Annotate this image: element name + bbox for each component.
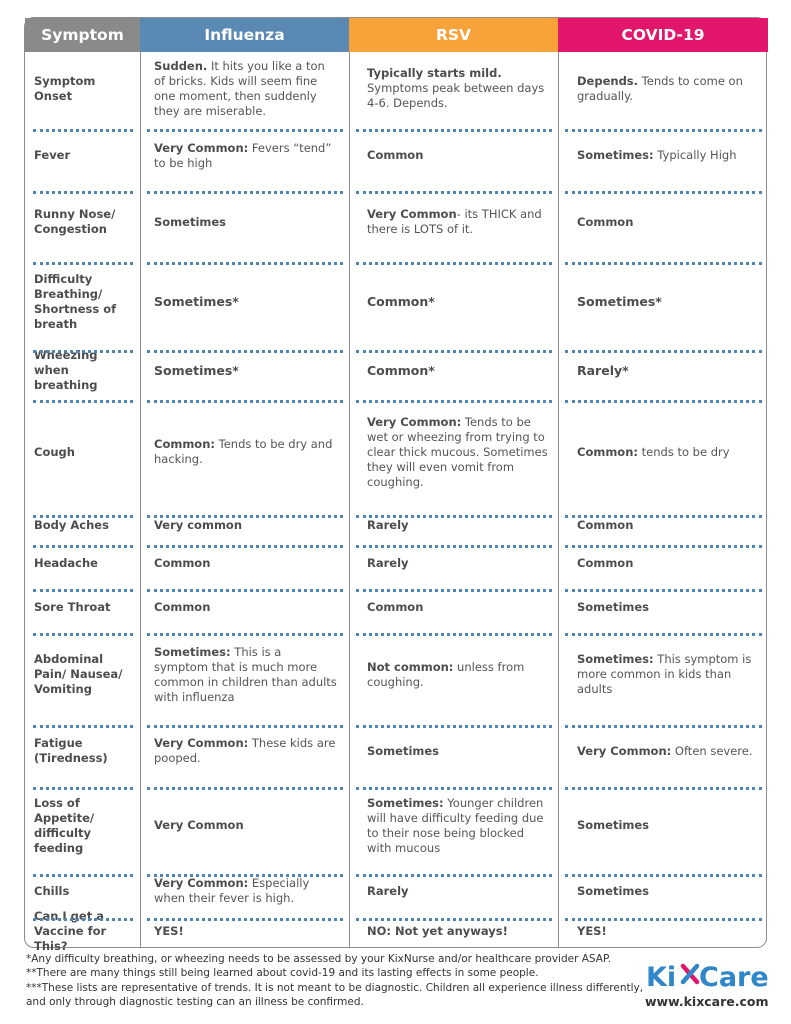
row-divider: [356, 191, 552, 194]
header-covid-19: COVID-19: [558, 18, 768, 52]
row-divider: [356, 633, 552, 636]
emphasis-text: Very Common:: [154, 736, 249, 750]
row-divider: [33, 874, 133, 877]
symptom-label: Fever: [34, 148, 71, 162]
row-divider: [565, 787, 762, 790]
emphasis-text: Sometimes*: [154, 362, 239, 378]
emphasis-text: Rarely: [367, 517, 409, 532]
row-divider: [33, 787, 133, 790]
flu-cell: [140, 52, 349, 125]
row-divider: [356, 725, 552, 728]
row-divider: [147, 787, 343, 790]
rsv-cell: [349, 52, 558, 125]
table-row: [25, 125, 768, 186]
row-divider: [356, 262, 552, 265]
flu-cell: [140, 720, 349, 782]
symptom-label: Abdominal Pain/ Nausea/ Vomiting: [34, 652, 123, 696]
row-divider: [356, 400, 552, 403]
detail-text: These kids are pooped.: [154, 736, 336, 765]
detail-text: unless from coughing.: [367, 659, 525, 689]
detail-text: This symptom is more common in kids than adults: [577, 652, 752, 696]
table-row: [25, 186, 768, 258]
covid-cell: [558, 782, 768, 869]
row-divider: [565, 191, 762, 194]
emphasis-text: Sometimes:: [367, 795, 444, 810]
row-divider: [147, 400, 343, 403]
covid-cell: [558, 186, 768, 258]
symptom-label: Difficulty Breathing/ Shortness of breath: [34, 271, 117, 331]
rsv-cell: [349, 258, 558, 345]
row-divider: [147, 725, 343, 728]
row-divider: [147, 918, 343, 921]
row-divider: [356, 589, 552, 592]
emphasis-text: Very Common:: [367, 414, 462, 429]
detail-text: Tends to be wet or wheezing from trying to clear thick mucous. Sometimes they will even vomit from coughing.: [367, 414, 548, 489]
emphasis-text: Common: [577, 555, 634, 570]
covid-cell: [558, 720, 768, 782]
emphasis-text: Rarely*: [577, 362, 629, 378]
table-row: [25, 52, 768, 125]
kixcare-logo: [646, 958, 769, 993]
row-divider: [33, 350, 133, 353]
emphasis-text: Sometimes: [577, 599, 650, 614]
covid-cell: [558, 509, 768, 541]
detail-text: Often severe.: [671, 743, 753, 758]
emphasis-text: Sometimes*: [154, 294, 239, 309]
row-divider: [147, 589, 343, 592]
detail-text: This is a symptom that is much more common in children than adults with influenza: [154, 644, 337, 704]
footnote: **There are many things still being learned about covid-19 and its lasting effects in some people.: [26, 967, 539, 980]
row-divider: [147, 191, 343, 194]
symptom-label: Cough: [34, 444, 75, 459]
rsv-cell: [349, 509, 558, 541]
row-divider: [147, 129, 343, 132]
symptom-label: Headache: [34, 555, 98, 570]
row-divider: [33, 262, 133, 265]
emphasis-text: Sometimes: [577, 883, 650, 898]
rsv-cell: [349, 720, 558, 782]
detail-text: Typically High: [653, 148, 737, 162]
row-divider: [356, 874, 552, 877]
row-divider: [33, 191, 133, 194]
emphasis-text: Very Common: [154, 818, 244, 832]
symptom-label: Runny Nose/ Congestion: [34, 207, 116, 236]
flu-cell: [140, 509, 349, 541]
emphasis-text: Sometimes: [154, 214, 227, 229]
row-divider: [356, 515, 552, 518]
detail-text: Tends to come on gradually.: [577, 73, 743, 103]
emphasis-text: Sudden.: [154, 58, 208, 73]
row-divider: [33, 589, 133, 592]
flu-cell: [140, 258, 349, 345]
row-divider: [565, 350, 762, 353]
table-row: [25, 629, 768, 720]
row-divider: [356, 545, 552, 548]
symptom-comparison-table: [24, 17, 767, 953]
header-rsv: RSV: [349, 18, 558, 52]
table-row: [25, 395, 768, 509]
emphasis-text: Sometimes:: [154, 644, 231, 659]
emphasis-text: Very Common:: [154, 140, 249, 155]
emphasis-text: Rarely: [367, 883, 409, 898]
covid-cell: [558, 395, 768, 509]
row-divider: [565, 545, 762, 548]
symptom-label: Chills: [34, 883, 70, 898]
emphasis-text: Common: [154, 555, 211, 570]
flu-cell: [140, 395, 349, 509]
footnotes: [26, 952, 644, 1010]
row-divider: [33, 725, 133, 728]
logo-text-ki: Ki: [646, 962, 677, 993]
footnote: *Any difficulty breathing, or wheezing needs to be assessed by your KixNurse and/or healthcare provider ASAP.: [26, 953, 611, 965]
rsv-cell: [349, 186, 558, 258]
logo-text-care: Care: [699, 962, 769, 993]
emphasis-text: Typically starts mild.: [367, 66, 502, 80]
emphasis-text: Common: [577, 214, 634, 229]
row-divider: [33, 129, 133, 132]
detail-text: - its THICK and there is LOTS of it.: [367, 207, 542, 236]
detail-text: Younger children will have difficulty feeding due to their nose being blocked with mucous: [367, 795, 544, 855]
row-divider: [565, 400, 762, 403]
row-divider: [147, 545, 343, 548]
row-divider: [33, 633, 133, 636]
covid-cell: [558, 258, 768, 345]
emphasis-text: Not common:: [367, 659, 454, 674]
detail-text: tends to be dry: [638, 444, 730, 459]
symptom-label: Sore Throat: [34, 599, 111, 614]
header-symptom: Symptom: [25, 18, 140, 52]
row-divider: [356, 129, 552, 132]
rsv-cell: [349, 782, 558, 869]
row-divider: [33, 515, 133, 518]
emphasis-text: Sometimes:: [577, 652, 654, 666]
emphasis-text: Common: [367, 599, 424, 614]
table-row: [25, 258, 768, 345]
row-divider: [33, 918, 133, 921]
detail-text: Especially when their fever is high.: [154, 876, 310, 905]
footnote: ***These lists are representative of trends. It is not meant to be diagnostic. Children all experience illness differently,: [26, 981, 644, 994]
symptom-label: Wheezing when breathing: [34, 347, 98, 392]
symptom-label: Loss of Appetite/ difficulty feeding: [34, 795, 95, 855]
row-divider: [33, 545, 133, 548]
emphasis-text: Common:: [577, 444, 638, 459]
emphasis-text: NO: Not yet anyways!: [367, 923, 508, 938]
emphasis-text: Common:: [154, 437, 215, 451]
row-divider: [565, 633, 762, 636]
logo-x-icon: [683, 966, 697, 982]
emphasis-text: Very common: [154, 517, 243, 532]
covid-cell: [558, 52, 768, 125]
emphasis-text: Sometimes*: [577, 294, 662, 309]
header-influenza: Influenza: [140, 18, 349, 52]
emphasis-text: Common*: [367, 362, 435, 378]
row-divider: [147, 262, 343, 265]
rsv-cell: [349, 395, 558, 509]
row-divider: [33, 400, 133, 403]
flu-cell: [140, 186, 349, 258]
emphasis-text: YES!: [154, 923, 184, 938]
emphasis-text: Common: [154, 599, 211, 614]
symptom-label: Symptom Onset: [34, 73, 96, 103]
table-row: [25, 720, 768, 782]
table-row: [25, 782, 768, 869]
flu-cell: [140, 125, 349, 186]
footnote: and only through diagnostic testing can an illness be confirmed.: [26, 996, 364, 1009]
symptom-label: Can I get a Vaccine for This?: [34, 908, 107, 953]
emphasis-text: Very Common: [367, 207, 457, 221]
row-divider: [565, 262, 762, 265]
row-divider: [565, 918, 762, 921]
row-divider: [147, 874, 343, 877]
emphasis-text: Common*: [367, 294, 435, 309]
emphasis-text: Very Common:: [577, 743, 672, 758]
emphasis-text: Depends.: [577, 73, 639, 88]
emphasis-text: Very Common:: [154, 876, 249, 890]
row-divider: [356, 350, 552, 353]
symptom-label: Fatigue (Tiredness): [34, 736, 108, 765]
emphasis-text: Rarely: [367, 555, 409, 570]
rsv-cell: [349, 629, 558, 720]
emphasis-text: Common: [367, 148, 424, 162]
row-divider: [565, 874, 762, 877]
detail-text: Tends to be dry and hacking.: [154, 437, 333, 466]
emphasis-text: Sometimes:: [577, 148, 654, 162]
emphasis-text: Sometimes: [367, 743, 440, 758]
row-divider: [356, 787, 552, 790]
symptom-label: Body Aches: [34, 517, 109, 532]
row-divider: [356, 918, 552, 921]
detail-text: Fevers “tend” to be high: [154, 140, 332, 170]
row-divider: [565, 129, 762, 132]
covid-cell: [558, 629, 768, 720]
row-divider: [565, 725, 762, 728]
covid-cell: [558, 125, 768, 186]
detail-text: It hits you like a ton of bricks. Kids will seem fine one moment, then suddenly they are miserable.: [154, 58, 325, 118]
row-divider: [565, 589, 762, 592]
row-divider: [565, 515, 762, 518]
emphasis-text: Common: [577, 517, 634, 532]
website-url[interactable]: www.kixcare.com: [645, 994, 769, 1009]
flu-cell: [140, 782, 349, 869]
row-divider: [147, 633, 343, 636]
emphasis-text: YES!: [577, 923, 607, 938]
row-divider: [147, 515, 343, 518]
emphasis-text: Sometimes: [577, 818, 650, 832]
rsv-cell: [349, 125, 558, 186]
detail-text: Symptoms peak between days 4-6. Depends.: [367, 81, 545, 110]
row-divider: [147, 350, 343, 353]
flu-cell: [140, 629, 349, 720]
table-row: [25, 509, 768, 541]
